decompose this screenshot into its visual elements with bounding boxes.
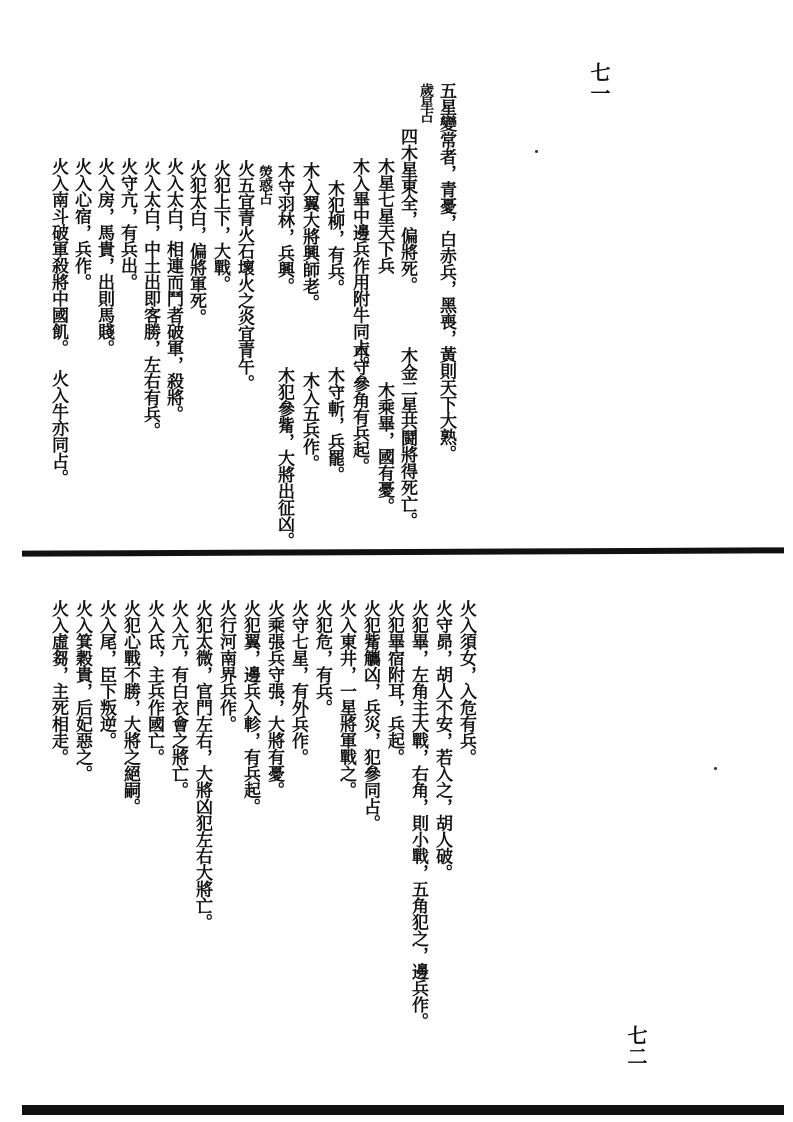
text-line: 火犯太白，偏將軍死。 [186, 160, 206, 325]
text-line: 四木星東全，偏將死。 [397, 128, 417, 293]
text-line: 火入心宿，兵作。 [71, 158, 91, 290]
text-line: 火入亢，有白衣會之將亡。 [168, 600, 188, 798]
text-line: 木入畢中邊兵作用附牛同占。 [349, 158, 369, 373]
page-number: 七一 [587, 62, 611, 104]
text-line: 火入氐，主兵作國亡。 [144, 600, 164, 765]
text-line: 火入太白，相連而鬥者破軍，殺將。 [163, 158, 183, 422]
text-line: 木入五兵作。 [299, 372, 319, 471]
bottom-edge-bar [22, 1105, 784, 1115]
text-line: 木犯參觜，大將出征凶。 [274, 367, 294, 549]
text-line: 火入虛芻，主死相走。 [48, 600, 68, 765]
top-page [0, 0, 793, 550]
text-line: 木守參角有兵起。 [349, 342, 369, 474]
text-line: 火犯翼，邊兵入軫，有兵起。 [240, 600, 260, 815]
text-line: 火犯太微，官門左右，大將凶犯左右大將亡。 [192, 600, 212, 930]
scan-speck [535, 150, 538, 153]
text-line: 五星變常者，青憂，白赤兵，黑喪，黃則天下大熟。 [436, 82, 456, 462]
text-line: 火犯畢宿附耳，兵起。 [384, 600, 404, 765]
text-line: 木入翼大將興師老。 [299, 162, 319, 311]
text-line: 火犯危，有兵。 [312, 600, 332, 716]
text-line: 火犯心戰不勝，大將之絕嗣。 [120, 600, 140, 815]
text-line: 火入尾，臣下叛逆。 [96, 600, 116, 749]
section-heading: 歲星占 [418, 83, 434, 122]
text-line: 火五宜青火石壞火之炎宜青午。 [234, 160, 254, 391]
text-line: 木守斬，兵罷。 [324, 367, 344, 483]
text-line: 火入南斗破軍殺將中國飢。 [48, 158, 68, 356]
text-line: 木乘畢，國有憂。 [374, 382, 394, 514]
text-line: 火入箕穀貴，后妃惡之。 [72, 600, 92, 782]
text-line: 火入牛亦同占。 [48, 370, 68, 486]
text-line: 火犯觜觿凶，兵災，犯參同占。 [360, 600, 380, 831]
text-line: 火犯畢，左角主大戰，右角，則小戰，五角犯之，邊兵作。 [408, 600, 428, 1029]
text-line: 木守羽林，兵興。 [274, 162, 294, 294]
text-line: 火乘張兵守張，大將有憂。 [264, 600, 284, 798]
text-line: 火守昴，胡人不安，若入之，胡人破。 [432, 600, 452, 881]
text-line: 木犯柳，有兵。 [324, 180, 344, 296]
bottom-page [0, 555, 793, 1122]
text-line: 火入房，馬貴，出則馬賤。 [94, 158, 114, 356]
text-line: 火入須女，入危有兵。 [456, 600, 476, 765]
text-line: 木星七星天下兵 [374, 158, 394, 274]
text-line: 火入太白，中土出即客勝，左右有兵。 [140, 158, 160, 439]
section-heading: 熒惑占 [257, 165, 273, 204]
text-line: 火行河南界兵作。 [216, 600, 236, 732]
scan-speck [714, 767, 717, 770]
text-line: 火入東井，一星將軍戰之。 [336, 600, 356, 798]
text-line: 火犯上下，大戰。 [210, 160, 230, 292]
text-line: 火守七星，有外兵作。 [288, 600, 308, 765]
page-number: 七二 [624, 1025, 648, 1067]
text-line: 木金二星共鬪將得死亡。 [397, 347, 417, 529]
text-line: 火守亢，有兵出。 [117, 158, 137, 290]
